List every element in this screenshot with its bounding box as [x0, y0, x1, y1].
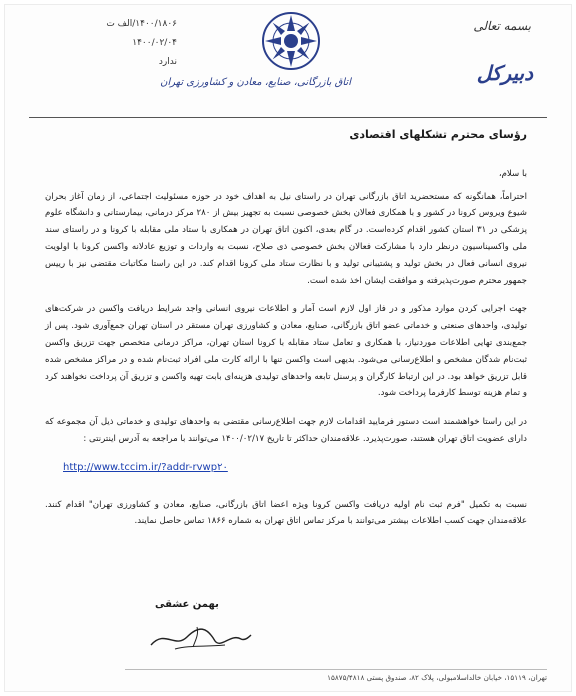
department-title: دبیرکل — [476, 61, 533, 85]
org-name: اتاق بازرگانی، صنایع، معادن و کشاورزی تهران — [160, 77, 351, 88]
basmala: بسمه تعالی — [473, 19, 531, 33]
letter-number: ۱۴۰۰/۱۸۰۶/الف ت — [106, 19, 177, 29]
letter-meta — [57, 15, 177, 72]
closing-paragraph: نسبت به تکمیل "فرم ثبت نام اولیه دریافت واکسن کرونا ویژه اعضا اتاق بازرگانی، صنایع، معادن و کشاورزی تهران" اقدام کنند. علاقه‌مندان جهت کسب اطلاعات بیشتر می‌توانند با مرکز تماس اتاق تهران به شماره ۱۸۶۶ تماس حاصل نمایند. — [45, 499, 527, 527]
letter-date: ۱۴۰۰/۰۲/۰۴ — [132, 38, 177, 48]
footer-address: تهران، ۱۵۱۱۹، خیابان خالداسلامبولی، پلاک ۸۲، صندوق پستی ۱۵۸۷۵/۴۸۱۸ — [125, 669, 547, 684]
body-paragraph-3: در این راستا خواهشمند است دستور فرمایید اقدامات لازم جهت اطلاع‌رسانی مقتضی به واحدهای تولیدی و خدماتی ذیل آن مجموعه که دارای عضویت اتاق تهران هستند، صورت‌پذیرد. علاقه‌مندان حداکثر تا تاریخ ۱۴۰۰/۰۲/۱۷ می‌توانند با مراجعه به آدرس اینترنتی : — [45, 417, 527, 444]
body-paragraph-2: جهت اجرایی کردن موارد مذکور و در فاز اول لازم است آمار و اطلاعات نیروی انسانی واجد شرایط دریافت واکسن در شرکت‌های تولیدی، واحدهای صنعتی و خدماتی عضو اتاق بازرگانی، صنایع، معادن و کشاورزی تهران مستقر در استان تهران جمع‌آوری شود. پس از جمع‌بندی تهایی اطلاعات موردنیاز، با همکاری و تعامل ستاد مقابله با کرونا استان تهران، مراکز درمانی متخصص جهت تزریق واکسن ثبت‌نام شدگان مشخص و اطلاع‌رسانی می‌شود. بدیهی است واکسن تنها با ارائه کارت ملی افراد ثبت‌نام شده و در مراکز مشخص شده قابل تزریق خواهد بود. در این ارتباط کارگران و پرسنل تابعه واحدهای تولیدی هزینه‌ای بابت تهیه واکسن و تزریق آن پرداخت نخواهند کرد و تمام هزینه توسط کارفرما پرداخت شود. — [45, 304, 527, 399]
letterhead — [5, 5, 571, 115]
registration-link[interactable]: http://www.tccim.ir/?addr-rvwp۲۰ — [63, 461, 228, 473]
body-paragraph-1: احتراماً، همانگونه که مستحضرید اتاق بازرگانی تهران در راستای نیل به اهداف خود در حوزه مسئولیت اجتماعی، از زمان آغاز بحران شیوع ویروس کرونا در کشور و با همکاری فعالان بخش خصوصی نسبت به تجهیز بیش از ۲۸۰ مرکز درمانی، بیمارستانی و دانشگاه علوم پزشکی در ۳۱ استان کشور اقدام کرده‌است. در گام بعدی، اکنون اتاق تهران در همکاری با ستاد ملی مقابله با کرونا و در راستای سند ملی واکسیناسیون درنظر دارد با مشارکت فعالان بخش خصوصی ذی صلاح، نسبت به واردات و توزیع عادلانه واکسن کرونا با اولویت نیروی انسانی فعال در بخش تولید و پشتیبانی تولید و با نظارت ستاد ملی کرونا اقدام کند. در این راستا مکاتبات مقتضی نیز با رییس جمهور محترم صورت‌پذیرفته و موافقت ایشان اخذ شده است. — [45, 191, 527, 286]
letter-body — [45, 123, 527, 542]
letter-attachment: ندارد — [158, 57, 177, 67]
header-divider — [29, 117, 547, 118]
chamber-emblem-icon — [261, 11, 321, 71]
addressee: رؤسای محترم تشکلهای اقتصادی — [349, 128, 527, 141]
letter-page — [4, 4, 572, 692]
greeting: با سلام، — [498, 168, 527, 179]
signature-icon — [145, 619, 255, 655]
signer-name: بهمن عشقی — [155, 599, 219, 610]
